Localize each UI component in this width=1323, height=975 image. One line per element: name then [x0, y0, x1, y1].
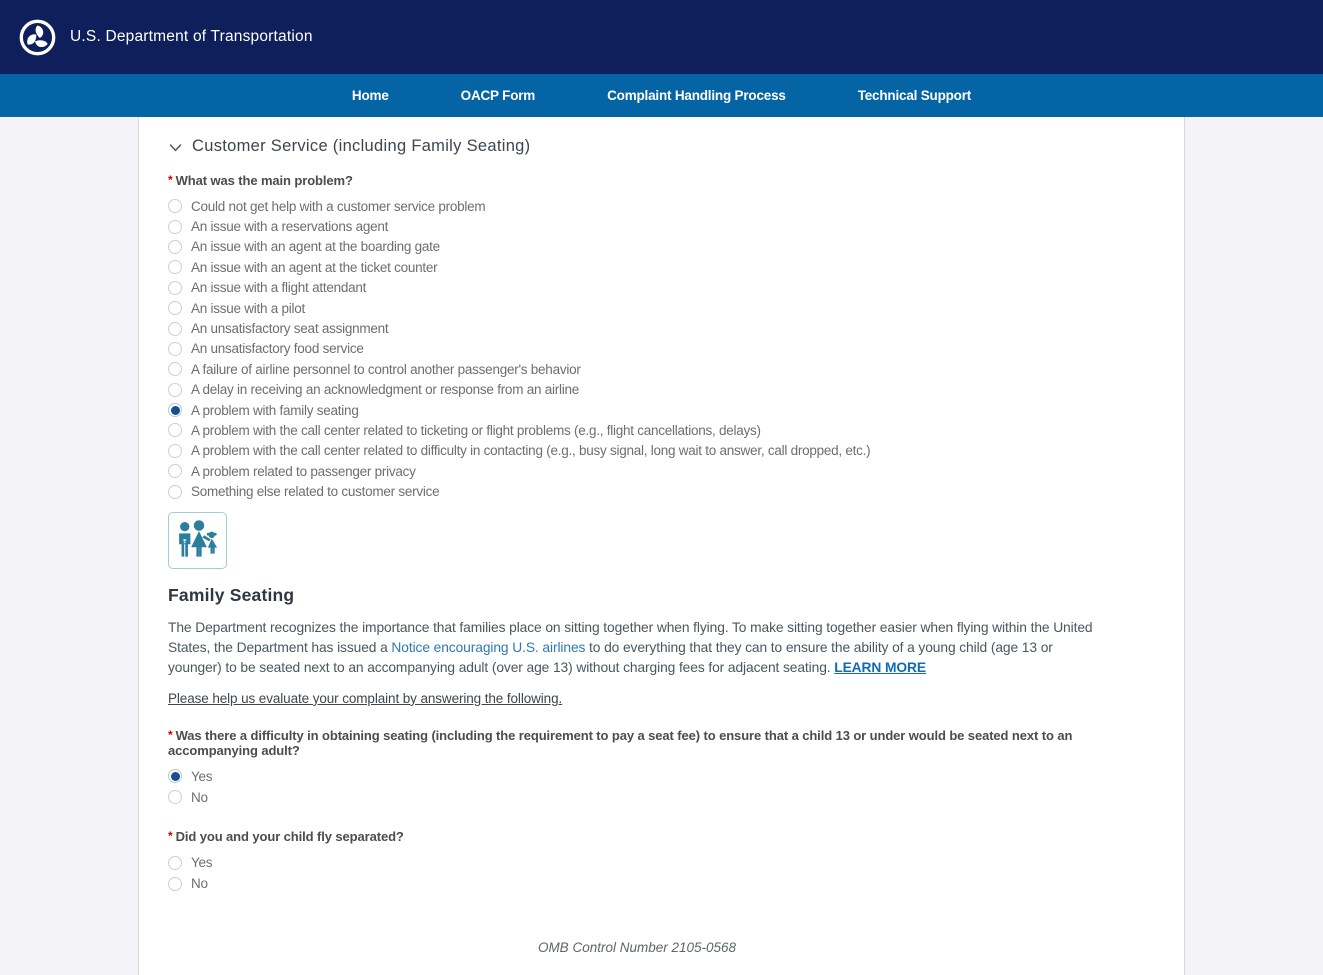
chevron-down-icon[interactable] — [168, 140, 183, 155]
radio-option-label[interactable]: Something else related to customer service — [191, 484, 440, 500]
radio-option-label[interactable]: An issue with an agent at the ticket counter — [191, 259, 438, 275]
radio-unselected[interactable] — [168, 322, 182, 336]
form-card — [138, 117, 1185, 975]
radio-unselected[interactable] — [168, 220, 182, 234]
followup-questions — [168, 728, 1106, 894]
main-problem-option[interactable] — [168, 257, 1106, 277]
radio-unselected[interactable] — [168, 464, 182, 478]
primary-nav — [0, 74, 1323, 117]
question-2-option[interactable] — [168, 873, 1106, 894]
radio-option-label[interactable]: A problem related to passenger privacy — [191, 463, 416, 479]
radio-unselected[interactable] — [168, 423, 182, 437]
radio-unselected[interactable] — [168, 260, 182, 274]
radio-unselected[interactable] — [168, 281, 182, 295]
notice-link[interactable]: Notice encouraging U.S. airlines — [391, 639, 586, 655]
radio-option-label[interactable]: Yes — [191, 768, 213, 784]
radio-option-label[interactable]: A problem with family seating — [191, 402, 359, 418]
omb-control-number: OMB Control Number 2105-0568 — [537, 940, 737, 956]
main-problem-option[interactable] — [168, 216, 1106, 236]
app-header — [0, 0, 1323, 74]
question-label: * Did you and your child fly separated? — [168, 829, 404, 845]
main-problem-option[interactable] — [168, 339, 1106, 359]
main-problem-option[interactable] — [168, 359, 1106, 379]
required-asterisk: * — [168, 727, 173, 742]
radio-unselected[interactable] — [168, 301, 182, 315]
main-question-label: * What was the main problem? — [168, 173, 353, 188]
nav-item-complaint-handling-process[interactable]: Complaint Handling Process — [607, 88, 786, 103]
main-problem-option[interactable] — [168, 298, 1106, 318]
agency-title: U.S. Department of Transportation — [70, 28, 313, 45]
radio-option-label[interactable]: A problem with the call center related to ticketing or flight problems (e.g., flight cancellations, delays) — [191, 422, 761, 438]
radio-unselected[interactable] — [168, 383, 182, 397]
radio-option-label[interactable]: An issue with a flight attendant — [191, 280, 367, 296]
radio-option-label[interactable]: Yes — [191, 855, 213, 871]
family-seating-icon — [175, 519, 220, 562]
question-block-1 — [168, 728, 1106, 808]
question-2-option[interactable] — [168, 852, 1106, 873]
question-1-option[interactable] — [168, 766, 1106, 787]
main-problem-option[interactable] — [168, 441, 1106, 461]
question-1-option[interactable] — [168, 787, 1106, 808]
family-seating-icon-box — [168, 512, 227, 569]
main-problem-option[interactable] — [168, 237, 1106, 257]
question-label: * Was there a difficulty in obtaining seating (including the requirement to pay a seat fee) to ensure that a child 13 or under would be seated next to an accompanying adult? — [168, 727, 1073, 758]
section-title: Customer Service (including Family Seating) — [192, 137, 531, 155]
radio-selected[interactable] — [168, 769, 182, 783]
radio-option-label[interactable]: A failure of airline personnel to control another passenger's behavior — [191, 361, 581, 377]
radio-option-label[interactable]: A problem with the call center related to difficulty in contacting (e.g., busy signal, long wait to answer, call dropped, etc.) — [191, 443, 871, 459]
radio-option-label[interactable]: An unsatisfactory food service — [191, 341, 364, 357]
radio-selected[interactable] — [168, 403, 182, 417]
radio-unselected[interactable] — [168, 485, 182, 499]
radio-option-label[interactable]: No — [191, 876, 208, 892]
learn-more-link[interactable]: LEARN MORE — [834, 659, 926, 675]
main-problem-option[interactable] — [168, 420, 1106, 440]
main-problem-option[interactable] — [168, 461, 1106, 481]
evaluate-prompt: Please help us evaluate your complaint by answering the following. — [168, 690, 563, 706]
family-seating-paragraph: The Department recognizes the importance that families place on sitting together when flying. To make sitting together easier when flying within the United States, the Department has issued a Notice encouraging U.S. airlines to do everything that they can to ensure the ability of a young child (age 13 or younger) to be seated next to an accompanying adult (over age 13) without charging fees for adjacent seating. LEARN MORE — [168, 619, 1093, 675]
radio-option-label[interactable]: An issue with a reservations agent — [191, 219, 389, 235]
radio-unselected[interactable] — [168, 790, 182, 804]
radio-option-label[interactable]: A delay in receiving an acknowledgment or response from an airline — [191, 382, 579, 398]
radio-unselected[interactable] — [168, 856, 182, 870]
nav-item-oacp-form[interactable]: OACP Form — [460, 88, 536, 103]
radio-unselected[interactable] — [168, 444, 182, 458]
radio-option-label[interactable]: No — [191, 789, 208, 805]
radio-unselected[interactable] — [168, 362, 182, 376]
main-problem-option[interactable] — [168, 318, 1106, 338]
nav-item-technical-support[interactable]: Technical Support — [857, 88, 972, 103]
radio-unselected[interactable] — [168, 240, 182, 254]
family-seating-heading: Family Seating — [168, 584, 295, 605]
radio-option-label[interactable]: Could not get help with a customer service problem — [191, 198, 486, 214]
main-problem-option[interactable] — [168, 196, 1106, 216]
required-asterisk: * — [168, 829, 173, 844]
nav-item-home[interactable]: Home — [351, 88, 389, 103]
main-problem-option[interactable] — [168, 380, 1106, 400]
required-asterisk: * — [168, 173, 173, 187]
radio-option-label[interactable]: An issue with an agent at the boarding gate — [191, 239, 440, 255]
section-header[interactable] — [168, 137, 1106, 156]
radio-option-label[interactable]: An unsatisfactory seat assignment — [191, 321, 389, 337]
main-problem-option[interactable] — [168, 278, 1106, 298]
main-problem-option[interactable] — [168, 400, 1106, 420]
radio-unselected[interactable] — [168, 342, 182, 356]
radio-unselected[interactable] — [168, 199, 182, 213]
dot-triskelion-logo-icon — [19, 19, 56, 56]
radio-unselected[interactable] — [168, 877, 182, 891]
main-problem-option[interactable] — [168, 481, 1106, 501]
main-problem-radio-group — [168, 196, 1106, 502]
radio-option-label[interactable]: An issue with a pilot — [191, 300, 306, 316]
question-block-2 — [168, 829, 1106, 894]
